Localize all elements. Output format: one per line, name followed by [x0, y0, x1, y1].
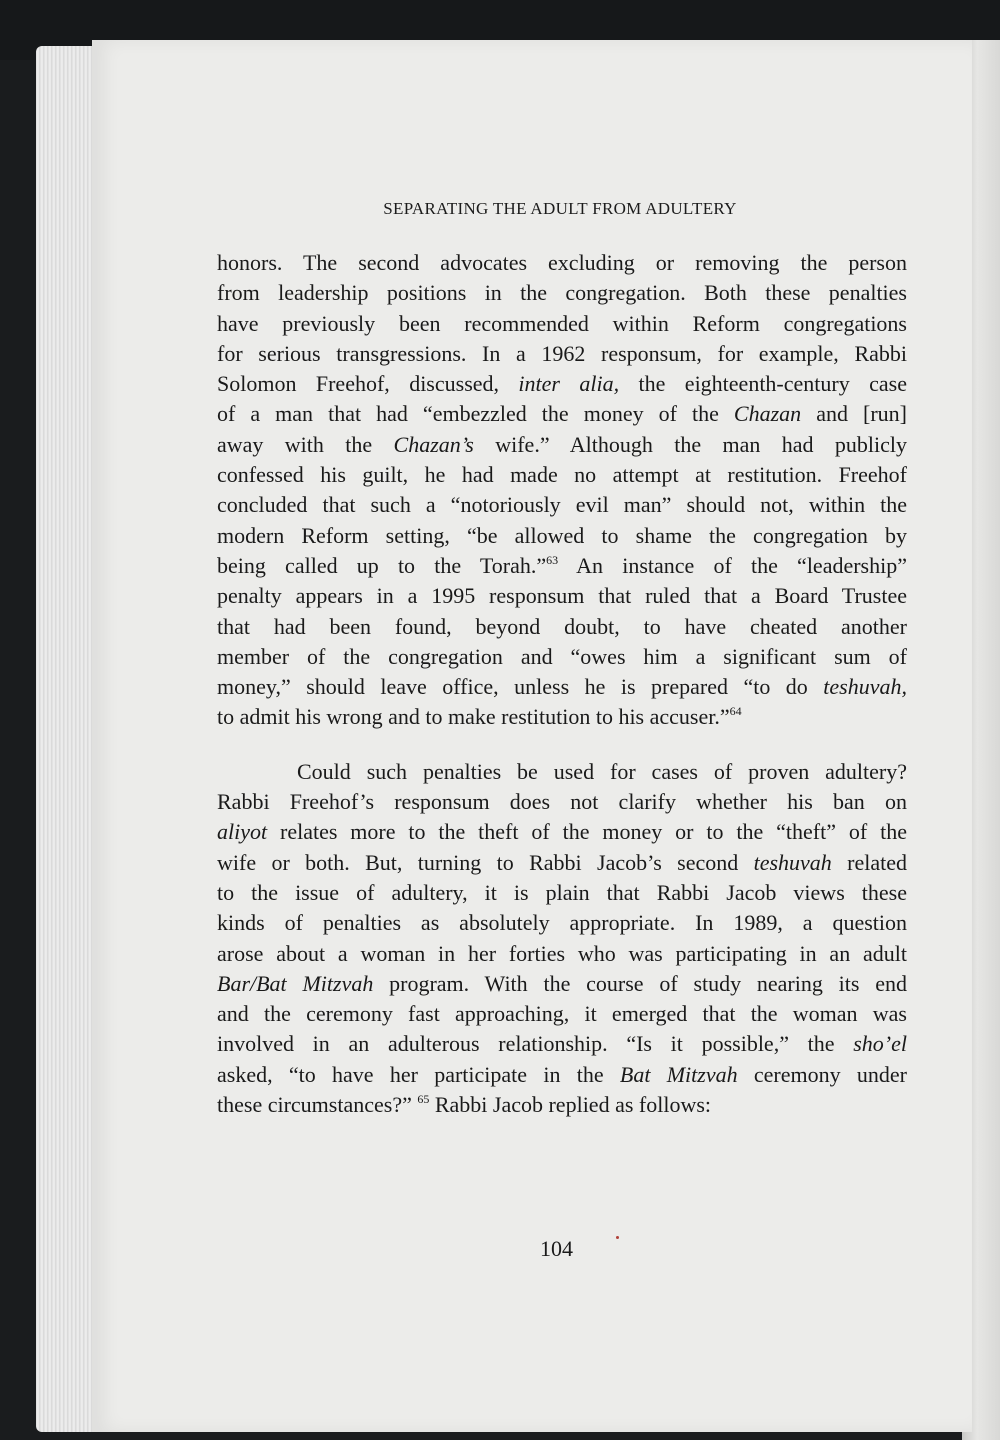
text-line: of a man that had “embezzled the money of the Chazan and [run]: [217, 401, 907, 427]
text-line: kinds of penalties as absolutely appropriate. In 1989, a question: [217, 910, 907, 936]
text-line: asked, “to have her participate in the Bat Mitzvah ceremony under: [217, 1061, 907, 1087]
text-line: member of the congregation and “owes him a significant sum of: [217, 643, 907, 669]
paragraph-2: [217, 757, 907, 1121]
text-line: being called up to the Torah.”$^{63}$ An instance of the “leadership”: [217, 552, 907, 578]
text-line: involved in an adulterous relationship. “Is it possible,” the sho’el: [217, 1031, 907, 1057]
text-line: penalty appears in a 1995 responsum that ruled that a Board Trustee: [217, 583, 907, 609]
text-line: to admit his wrong and to make restitution to his accuser.”$^{64}$: [217, 704, 742, 730]
running-head: SEPARATING THE ADULT FROM ADULTERY: [383, 199, 737, 218]
footnote-ref-64: 64: [729, 704, 742, 719]
text-line: confessed his guilt, he had made no attempt at restitution. Freehof: [217, 462, 907, 488]
text-line: to the issue of adultery, it is plain that Rabbi Jacob views these: [217, 879, 907, 905]
text-line: money,” should leave office, unless he is prepared “to do teshuvah,: [217, 674, 907, 700]
text-line: Could such penalties be used for cases of proven adultery?: [297, 758, 907, 784]
text-line: that had been found, beyond doubt, to have cheated another: [217, 613, 907, 639]
text-line: modern Reform setting, “be allowed to shame the congregation by: [217, 522, 907, 548]
text-line: wife or both. But, turning to Rabbi Jacob’s second teshuvah related: [217, 849, 907, 875]
text-line: these circumstances?” $^{65}$ Rabbi Jacob replied as follows:: [217, 1092, 712, 1118]
footnote-ref-65: 65: [417, 1092, 430, 1107]
body-text: [217, 248, 907, 1120]
footnote-ref-63: 63: [546, 552, 559, 567]
ink-speck: [616, 1236, 619, 1239]
text-line: Bar/Bat Mitzvah program. With the course of study nearing its end: [217, 970, 907, 996]
text-line: aliyot relates more to the theft of the money or to the “theft” of the: [217, 819, 907, 845]
text-line: honors. The second advocates excluding or removing the person: [217, 250, 907, 275]
text-line: arose about a woman in her forties who was participating in an adult: [217, 940, 907, 966]
page-number: 104: [540, 1236, 573, 1261]
text-line: from leadership positions in the congregation. Both these penalties: [217, 280, 907, 306]
text-line: away with the Chazan’s wife.” Although the man had publicly: [217, 431, 907, 457]
text-line: have previously been recommended within Reform congregations: [217, 310, 907, 336]
text-line: Solomon Freehof, discussed, inter alia, the eighteenth-century case: [217, 371, 907, 397]
text-line: concluded that such a “notoriously evil man” should not, within the: [217, 492, 907, 518]
text-line: Rabbi Freehof’s responsum does not clarify whether his ban on: [217, 789, 907, 815]
text-line: for serious transgressions. In a 1962 responsum, for example, Rabbi: [217, 340, 907, 366]
text-line: and the ceremony fast approaching, it emerged that the woman was: [217, 1001, 907, 1027]
paragraph-1: [217, 248, 907, 733]
